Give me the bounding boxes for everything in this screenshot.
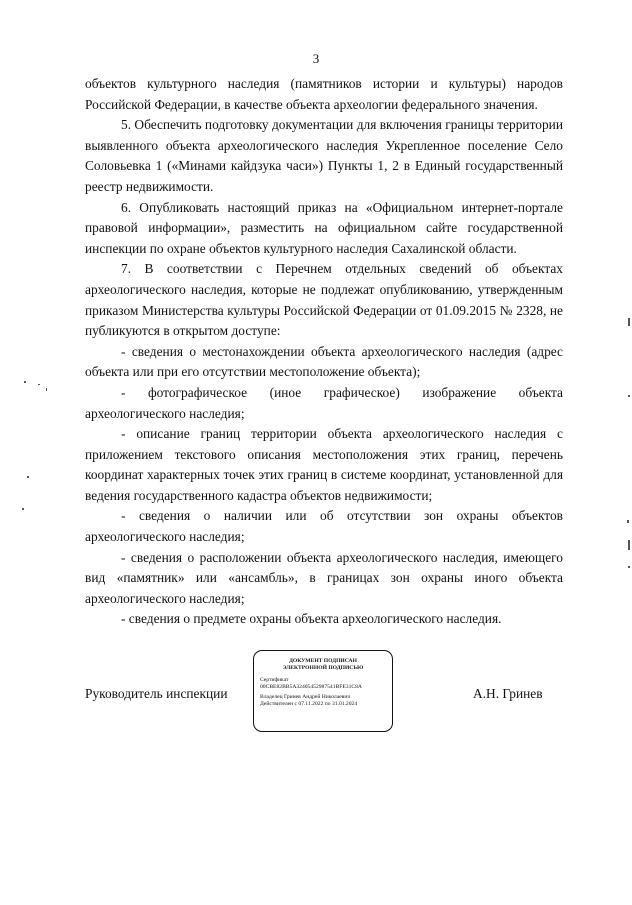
list-item-location: - сведения о местонахождении объекта археологического наследия (адрес объекта или при его отсутствии местоположение объекта); bbox=[85, 343, 563, 380]
signer-position: Руководитель инспекции bbox=[85, 686, 228, 701]
scan-speck bbox=[46, 388, 47, 391]
stamp-title-line2: ЭЛЕКТРОННОЙ ПОДПИСЬЮ bbox=[282, 665, 364, 671]
electronic-signature-stamp bbox=[253, 650, 393, 732]
page-number: 3 bbox=[312, 51, 320, 66]
list-item-subject: - сведения о предмете охраны объекта археологического наследия. bbox=[121, 611, 502, 627]
paragraph-continuation: объектов культурного наследия (памятников истории и культуры) народов Российской Федерации, в качестве объекта археологии федерального значения. bbox=[85, 76, 563, 112]
scan-speck bbox=[628, 318, 630, 326]
signature-block bbox=[0, 650, 632, 750]
list-item-photo: - фотографическое (иное графическое) изображение объекта археологического наследия; bbox=[85, 384, 563, 421]
stamp-owner: Владелец Гринев Андрей Николаевич bbox=[260, 694, 351, 700]
list-item-protection-zones: - сведения о наличии или об отсутствии зон охраны объектов археологического наследия; bbox=[85, 508, 563, 545]
document-body bbox=[85, 74, 563, 630]
list-item-placement: - сведения о расположении объекта археологического наследия, имеющего вид «памятник» или «ансамбль», в границах зон охраны иного объекта археологического наследия; bbox=[85, 549, 563, 606]
scan-speck bbox=[628, 540, 630, 550]
list-item-boundaries: - описание границ территории объекта археологического наследия с приложением текстового описания местоположения этих границ, перечень координат характерных точек этих границ в системе координат, установленной для ведения государственного кадастра объектов недвижимости; bbox=[85, 426, 563, 503]
signer-name: А.Н. Гринев bbox=[473, 686, 543, 701]
paragraph-item-5: 5. Обеспечить подготовку документации для включения границы территории выявленного объекта археологического наследия Укрепленное поселение Село Соловьевка 1 («Минами кайдзука часи») Пункты 1, 2 в Единый государственный реестр недвижимости. bbox=[85, 117, 563, 194]
stamp-validity: Действителен с 07.11.2022 по 31.01.2024 bbox=[260, 701, 358, 707]
scan-speck bbox=[627, 520, 629, 523]
scan-speck bbox=[22, 508, 24, 510]
scan-speck bbox=[628, 566, 630, 568]
stamp-certificate: Сертификат 00CBE82BB5A32405452987541BFE31C8A bbox=[260, 677, 362, 690]
stamp-title-line1: ДОКУМЕНТ ПОДПИСАН bbox=[289, 658, 357, 664]
scan-speck bbox=[628, 395, 630, 397]
paragraph-item-7: 7. В соответствии с Перечнем отдельных сведений об объектах археологического наследия, которые не подлежат опубликованию, утвержденным приказом Министерства культуры Российской Федерации от 01.09.2015 № 2328, не публикуются в открытом доступе: bbox=[85, 261, 563, 339]
paragraph-item-6: 6. Опубликовать настоящий приказ на «Официальном интернет-портале правовой информации», разместить на официальном сайте государственной инспекции по охране объектов культурного наследия Сахалинской области. bbox=[85, 199, 563, 256]
scan-speck bbox=[24, 381, 26, 383]
scan-speck bbox=[38, 384, 40, 385]
scan-speck bbox=[27, 476, 29, 478]
